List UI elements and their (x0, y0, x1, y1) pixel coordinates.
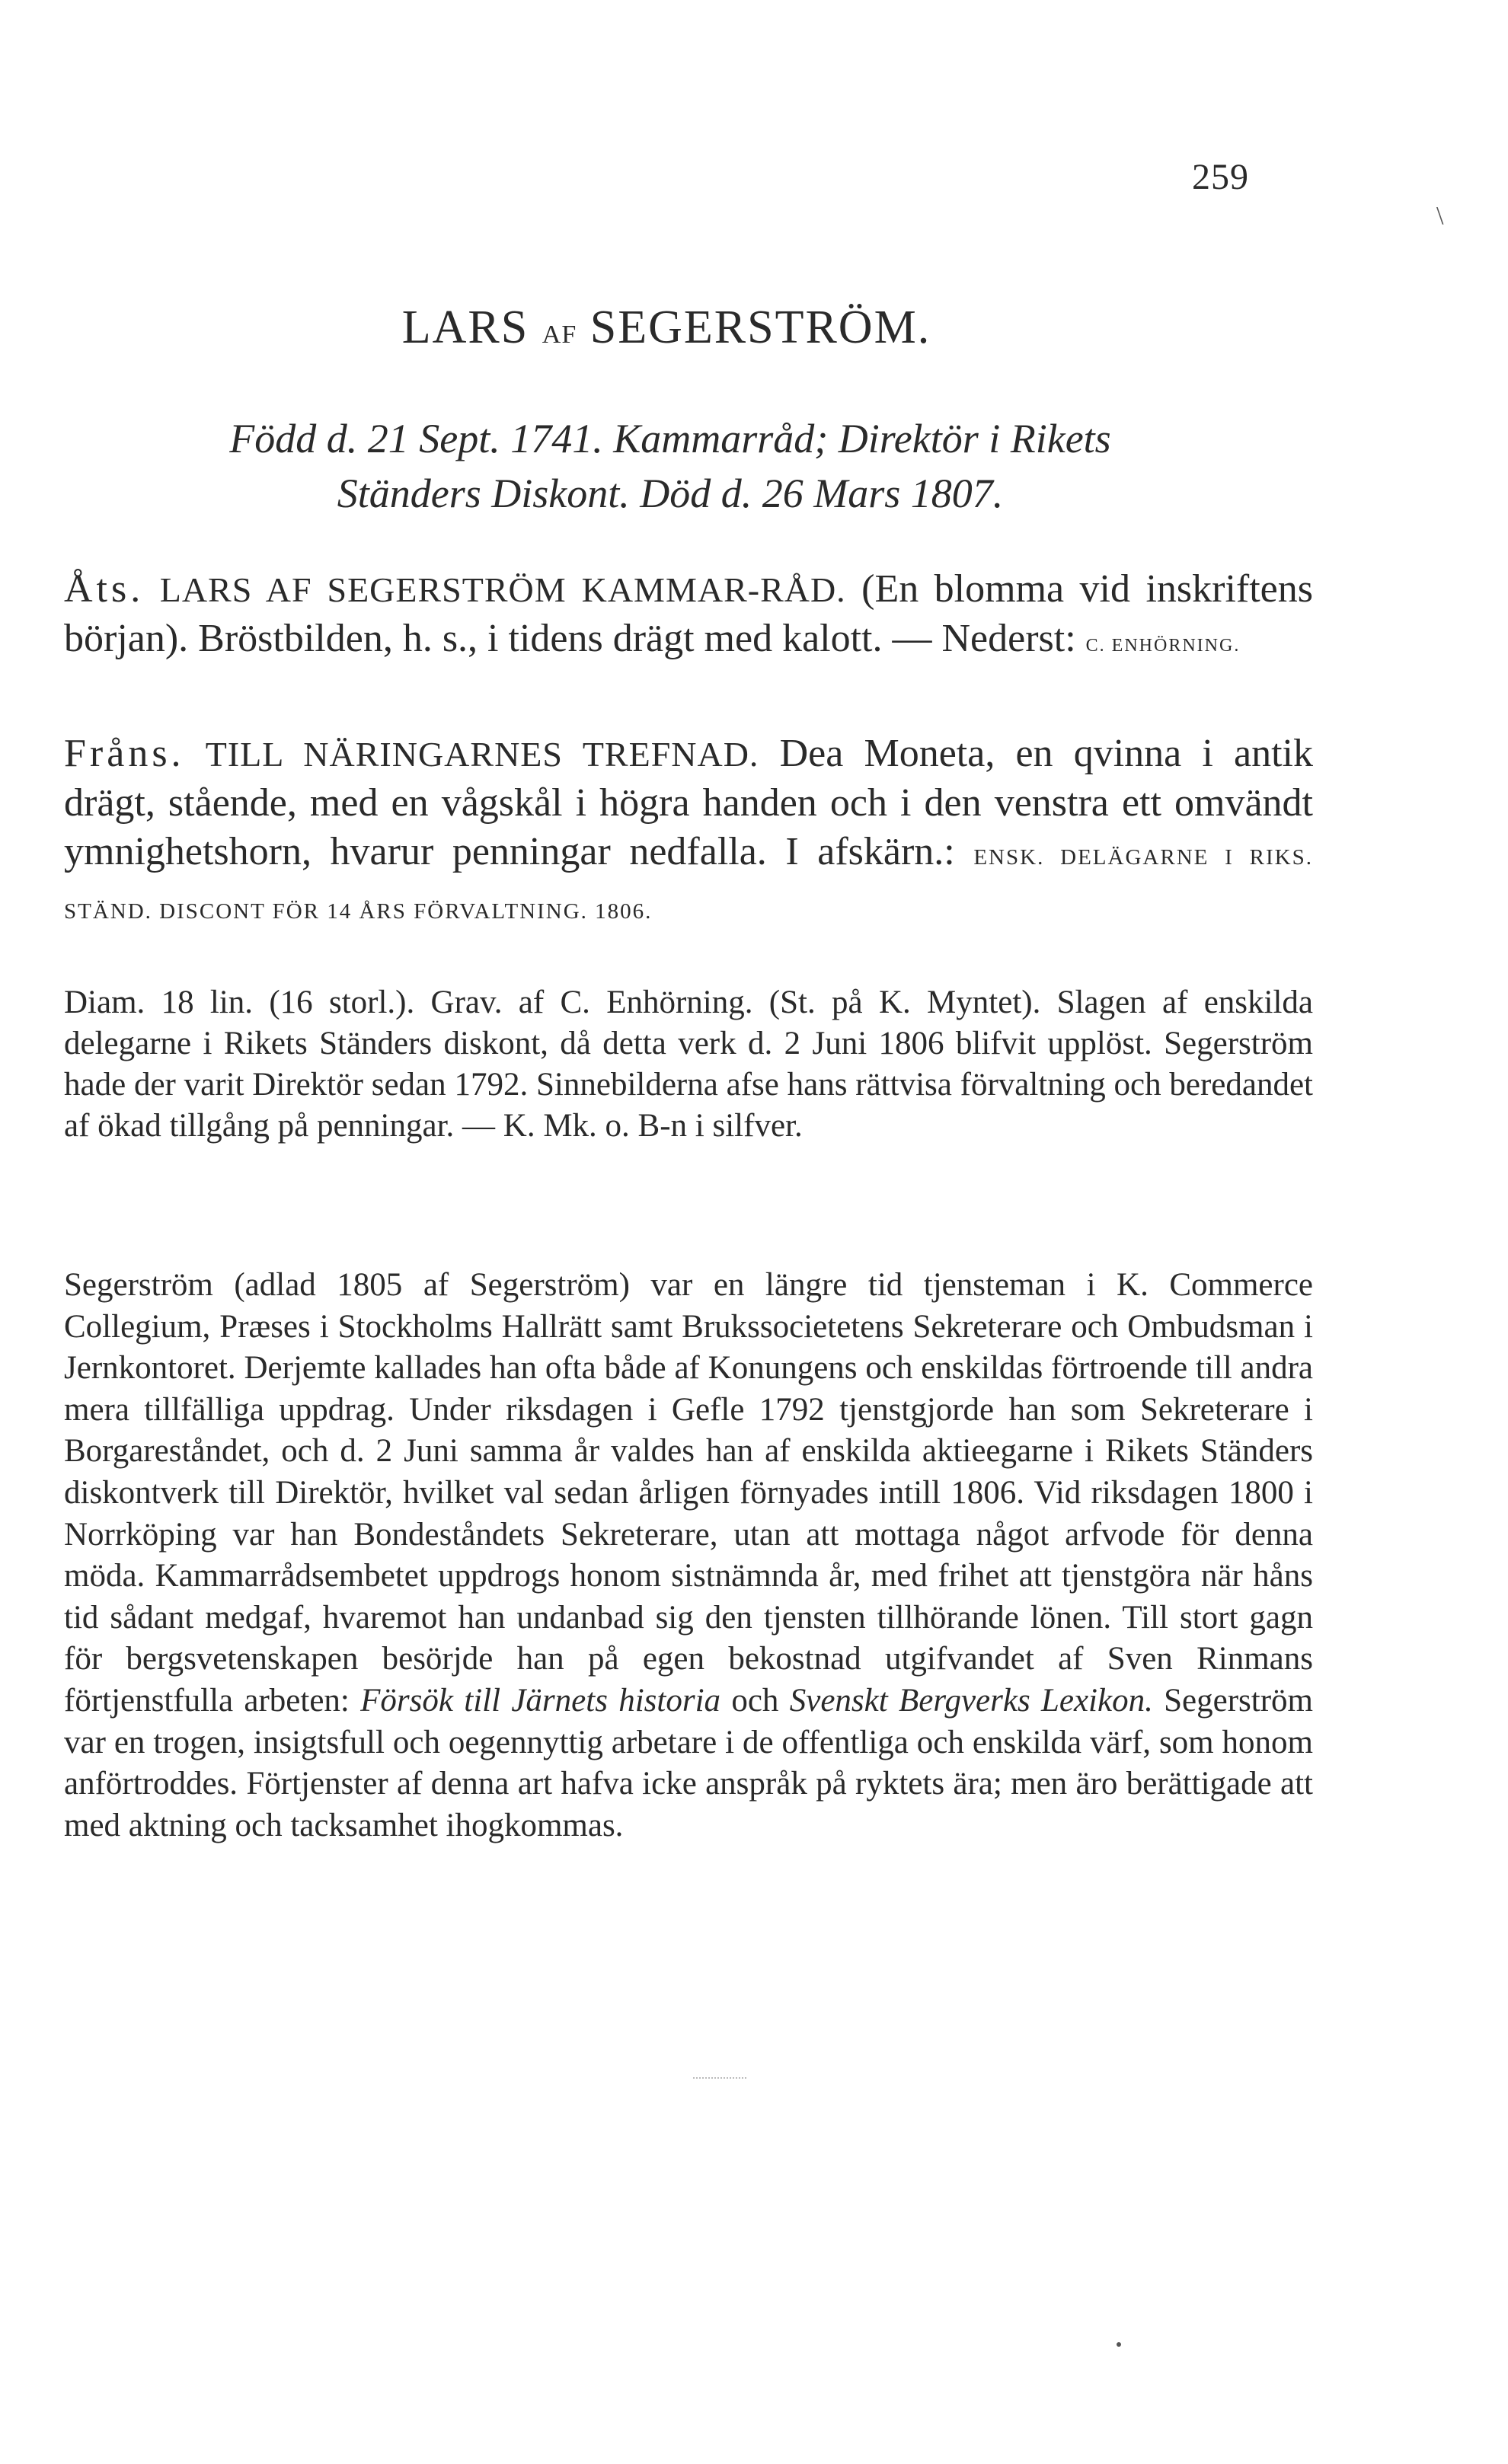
obverse-text: (En blomma vid inskriftens början). Bröstbilden, h. s., i tidens drägt med kalott. — Nederst: (64, 567, 1313, 660)
ink-speck (1117, 2342, 1121, 2347)
biography-part-2: och (720, 1682, 790, 1719)
corner-mark: \ (1436, 202, 1444, 230)
book-title-2: Svenskt Bergverks Lexikon. (789, 1682, 1153, 1719)
reverse-description (64, 729, 1313, 936)
biography-part-1: Segerström (adlad 1805 af Segerström) var en längre tid tjensteman i K. Commerce Collegium, Præses i Stockholms Hallrätt samt Brukssocietetens Sekreterare och Ombudsman i Jernkontoret. Derjemte kallades han ofta både af Konungens och enskildas förtroende till andra mera tillfälliga uppdrag. Under riksdagen i Gefle 1792 tjenstgjorde han som Sekreterare i Borgareståndet, och d. 2 Juni samma år valdes han af enskilda aktieegarne i Rikets Ständers diskontverk till Direktör, hvilket val sedan årligen förnyades intill 1806. Vid riksdagen 1800 i Norrköping var han Bondeståndets Sekreterare, utan att mottaga något arfvode för denna möda. Kammarrådsembetet uppdrogs honom sistnämnda år, med frihet att tjenstgöra när håns tid sådant medgaf, hvaremot han undanbad sig den tjensten tillhörande lönen. Till stort gagn för bergsvetenskapen besörjde han på egen bekostnad utgifvandet af Sven Rinmans förtjenstfulla arbeten: (64, 1267, 1313, 1719)
obverse-inscription: LARS AF SEGERSTRÖM KAMMAR-RÅD. (159, 570, 846, 609)
medal-details: Diam. 18 lin. (16 storl.). Grav. af C. Enhörning. (St. på K. Myntet). Slagen af enskilda delegarne i Rikets Ständers diskont, då detta verk d. 2 Juni 1806 blifvit upplöst. Segerström hade der varit Direktör sedan 1792. Sinnebilderna afse hans rättvisa förvaltning och beredandet af ökad tillgång på penningar. — K. Mk. o. B-n i silfver. (64, 985, 1313, 1144)
title-surname: SEGERSTRÖM. (589, 302, 931, 353)
title-particle: AF (542, 321, 577, 349)
dotted-mark (693, 2077, 746, 2079)
book-title-1: Försök till Järnets historia (360, 1682, 721, 1719)
title-first-name: LARS (401, 302, 529, 353)
obverse-description (64, 565, 1313, 670)
reverse-exergue: ENSK. DELÄGARNE I RIKS. STÄND. DISCONT FÖR 14 ÅRS FÖRVALTNING. 1806. (64, 845, 1313, 924)
biography (64, 1265, 1313, 1846)
reverse-text: Dea Moneta, en qvinna i antik drägt, stående, med en vågskål i högra handen och i den venstra ett omvändt ymnighetshorn, hvarur penningar nedfalla. I afskärn.: (64, 732, 1313, 873)
subtitle (0, 411, 1340, 521)
obverse-label: Åts. (64, 567, 145, 611)
page-number: 259 (1192, 157, 1249, 197)
subtitle-line-2: Ständers Diskont. Död d. 26 Mars 1807. (337, 471, 1004, 516)
reverse-label: Fråns. (64, 732, 185, 775)
obverse-engraver: C. ENHÖRNING. (1085, 636, 1241, 656)
reverse-inscription: TILL NÄRINGARNES TREFNAD. (205, 735, 759, 774)
page-title (0, 301, 1333, 355)
subtitle-line-1: Född d. 21 Sept. 1741. Kammarråd; Direktör i Rikets (229, 416, 1111, 461)
biography-part-3: Segerström var en trogen, insigtsfull och oegennyttig arbetare i de offentliga och enskilda värf, som honom anförtroddes. Förtjenster af denna art hafva icke anspråk på ryktets ära; men äro berättigade att med aktning och tacksamhet ihogkommas. (64, 1682, 1313, 1843)
